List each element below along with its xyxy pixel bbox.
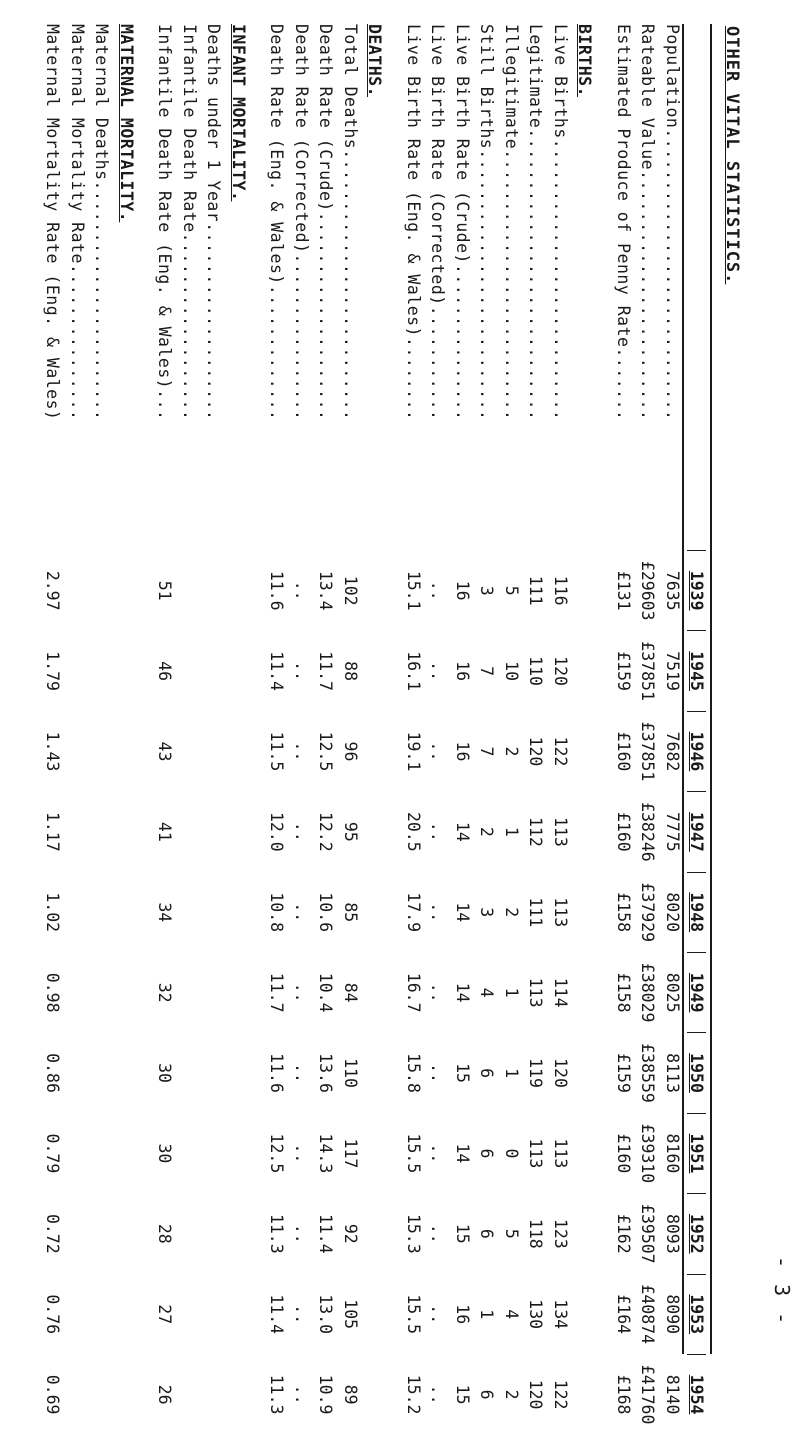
table-cell: .. [292,1384,311,1405]
table-cell: 111 [526,575,546,606]
table-cell: 17.9 [404,892,423,933]
table-cell: 102 [341,575,360,606]
table-cell: 15 [453,1223,472,1244]
table-cell: 123 [551,1218,570,1249]
table-row [497,24,522,1400]
section-spacer [248,24,262,1354]
table-cell: 1 [477,1309,497,1320]
table-row [262,24,287,1415]
row-label: Death Rate (Eng. & Wales)............. [267,24,287,421]
table-cell: 89 [341,1384,360,1405]
table-cell: 117 [341,1138,360,1169]
section-heading: INFANT MORTALITY. [229,24,248,202]
table-cell: 2.97 [43,570,63,611]
table-row [521,24,546,1410]
row-label: Infantile Death Rate.................. [180,24,199,421]
table-cell: .. [428,982,448,1003]
row-label: Total Deaths.......................... [341,24,360,421]
table-cell: 95 [341,821,360,842]
table-cell: 0 [502,1148,521,1159]
table-cell: 13.0 [316,1294,336,1335]
table-cell: 34 [155,902,175,923]
table-cell: 84 [341,982,360,1003]
table-cell: .. [428,661,448,682]
table-cell: £168 [614,1374,633,1415]
section-heading: MATERNAL MORTALITY. [117,24,136,223]
table-cell: 6 [477,1389,497,1400]
table-cell: £29603 [638,560,658,621]
row-label: Deaths under 1 Year................... [204,24,224,421]
table-cell: 8025 [663,972,682,1013]
table-cell: 12.5 [267,1133,287,1174]
table-cell: 11.3 [267,1374,287,1415]
row-label: Death Rate (Crude).................... [316,24,336,421]
row-label: Maternal Deaths....................... [92,24,112,421]
table-cell: £38246 [638,802,658,862]
table-cell: 11.7 [267,972,287,1013]
section-spacer [136,24,150,1354]
table-cell: 6 [477,1148,497,1159]
table-cell: 116 [551,575,570,606]
table-cell: .. [428,580,448,601]
table-cell: .. [292,1143,311,1164]
table-cell: 15 [453,1384,472,1405]
section-heading-row [570,24,595,1354]
table-cell: 7775 [663,811,682,852]
year-header-0: 1939 [688,550,707,630]
table-cell: 120 [551,656,570,686]
table-cell: 5 [502,1228,521,1239]
table-cell: 8160 [663,1133,682,1174]
table-cell: 3 [477,907,497,918]
section-spacer [385,24,399,1354]
table-cell: 113 [551,1138,570,1169]
table-cell: 51 [155,580,175,601]
table-cell: 32 [155,982,175,1003]
section-heading: DEATHS. [365,24,385,98]
table-cell: 13.4 [316,570,336,611]
table-cell: 46 [155,661,175,682]
year-header-7: 1951 [688,1113,707,1193]
table-row [311,24,336,1415]
table-row [287,24,312,1405]
table-cell: 20.5 [404,811,423,852]
table-cell: 11.4 [267,1294,287,1335]
table-cell: 7519 [663,651,682,691]
table-cell: 0.72 [43,1213,63,1254]
table-cell: 7682 [663,731,682,772]
table-cell: 7 [477,746,497,757]
table-cell: 119 [526,1058,546,1088]
table-cell: 113 [551,816,570,847]
table-cell: 1.17 [43,811,63,852]
table-cell: 113 [526,977,546,1008]
table-cell: 16 [453,1304,472,1325]
table-cell: 0.69 [43,1374,63,1415]
table-row [633,24,658,1425]
table-cell: £40874 [638,1284,658,1345]
table-cell: 15.5 [404,1294,423,1335]
table-cell: 2 [502,746,521,757]
table-cell: 10.6 [316,892,336,933]
year-header-10: 1954 [688,1354,707,1434]
table-cell: £158 [614,892,633,933]
table-cell: 10.8 [267,892,287,933]
page-number: - 3 - [770,1256,794,1327]
table-cell: 11.6 [267,570,287,611]
table-row [87,24,112,1354]
table-cell: 10 [502,661,521,682]
table-cell: 0.86 [43,1053,63,1093]
table-cell: 13.6 [316,1053,336,1093]
table-cell: 12.2 [316,811,336,852]
table-cell: 12.0 [267,811,287,852]
table-cell: 8113 [663,1053,682,1093]
table-row [175,24,200,1354]
table-cell: 113 [526,1138,546,1169]
table-cell: 19.1 [404,731,423,772]
table-cell: 120 [551,1058,570,1088]
table-cell: .. [428,1143,448,1164]
table-cell: .. [292,741,311,762]
table-cell: 16 [453,661,472,682]
row-label: Live Births........................... [551,24,570,421]
table-cell: 15.2 [404,1374,423,1415]
table-cell: 7635 [663,570,682,611]
table-cell: .. [292,1063,311,1083]
year-header-4: 1948 [688,872,707,952]
table-cell: .. [428,1223,448,1244]
year-header-5: 1949 [688,952,707,1032]
table-cell: 1.02 [43,892,63,933]
table-cell: £158 [614,972,633,1013]
table-cell: 0.98 [43,972,63,1013]
table-cell: £164 [614,1294,633,1335]
table-row [472,24,497,1400]
table-cell: £41760 [638,1364,658,1425]
table-cell: 14 [453,821,472,842]
table-cell: 11.6 [267,1053,287,1093]
table-cell: 88 [341,661,360,682]
table-cell: £160 [614,1133,633,1174]
row-label: Population............................ [663,24,682,421]
table-cell: 8140 [663,1374,682,1415]
table-row [609,24,634,1415]
table-cell: 43 [155,741,175,762]
table-cell: 4 [502,1309,521,1320]
year-header-1: 1945 [688,630,707,710]
table-cell: 16 [453,580,472,601]
table-cell: 16.7 [404,972,423,1013]
table-cell: 0.76 [43,1294,63,1335]
table-row [423,24,448,1405]
table-row [399,24,424,1415]
table-cell: 114 [551,977,570,1008]
table-cell: .. [292,1304,311,1325]
table-cell: 2 [502,907,521,918]
table-cell: .. [292,982,311,1003]
table-cell: 105 [341,1299,360,1330]
table-cell: .. [292,1223,311,1244]
table-cell: .. [428,1304,448,1325]
table-cell: £162 [614,1213,633,1254]
table-cell: 111 [526,897,546,928]
table-cell: 11.4 [267,651,287,691]
table-cell: 6 [477,1228,497,1239]
table-cell: 12.5 [316,731,336,772]
table-cell: 15.8 [404,1053,423,1093]
table-cell: £38559 [638,1043,658,1103]
section-heading-row [360,24,385,1354]
table-row [336,24,361,1405]
vital-statistics-table [38,24,712,1425]
table-row [658,24,683,1415]
table-cell: 120 [526,1379,546,1410]
year-header-6: 1950 [688,1032,707,1112]
table-cell: £39507 [638,1204,658,1264]
table-cell: .. [428,821,448,842]
table-cell: 3 [477,585,497,596]
table-cell: .. [428,741,448,762]
table-cell: £159 [614,651,633,691]
row-label: Live Birth Rate (Crude)............... [453,24,472,421]
row-label: Live Birth Rate (Eng. & Wales)........ [404,24,423,421]
table-cell: £160 [614,811,633,852]
table-cell: 8090 [663,1294,682,1335]
table-cell: 118 [526,1218,546,1249]
table-cell: 30 [155,1143,175,1164]
table-body [38,24,682,1425]
table-cell: 11.4 [316,1213,336,1254]
table-cell: 11.7 [316,651,336,691]
table-cell: 15.3 [404,1213,423,1254]
table-cell: 16 [453,741,472,762]
table-cell: £160 [614,731,633,772]
table-cell: 130 [526,1299,546,1330]
table-cell: 122 [551,1379,570,1410]
table-cell: 0.79 [43,1133,63,1174]
table-cell: .. [428,902,448,923]
row-label: Live Birth Rate (Corrected)........... [428,24,448,421]
section-heading-row [224,24,249,1354]
table-cell: 7 [477,666,497,677]
row-label: Death Rate (Corrected)................ [292,24,311,421]
table-cell: 110 [341,1058,360,1088]
table-cell: 14 [453,1143,472,1164]
table-cell: 30 [155,1063,175,1083]
table-cell: 120 [526,736,546,767]
table-cell: £38029 [638,962,658,1023]
row-label: Estimated Produce of Penny Rate....... [614,24,633,421]
table-cell: £37851 [638,721,658,782]
year-header-3: 1947 [688,791,707,871]
table-cell: 16.1 [404,651,423,691]
row-label: Illegitimate.......................... [502,24,521,421]
table-cell: 1.79 [43,651,63,691]
table-cell: 112 [526,816,546,847]
row-label: Infantile Death Rate (Eng. & Wales)... [155,24,175,421]
section-spacer [595,24,609,1354]
table-row [63,24,88,1354]
table-cell: 1 [502,826,521,837]
table-cell: .. [292,661,311,682]
table-cell: .. [292,580,311,601]
table-cell: .. [292,902,311,923]
table-cell: 10.4 [316,972,336,1013]
row-label: Maternal Mortality Rate (Eng. & Wales) [43,24,63,421]
row-label: Maternal Mortality Rate............... [68,24,87,421]
table-cell: £37851 [638,641,658,701]
table-cell: 15.1 [404,570,423,611]
table-row [546,24,571,1410]
table-cell: 26 [155,1384,175,1405]
table-cell: 4 [477,987,497,998]
table-cell: 8093 [663,1213,682,1254]
section-heading-row [112,24,137,1354]
section-heading: BIRTHS. [575,24,595,98]
table-cell: 110 [526,656,546,686]
year-header-2: 1946 [688,711,707,791]
table-cell: 11.3 [267,1213,287,1254]
table-cell: £159 [614,1053,633,1093]
table-cell: 5 [502,585,521,596]
table-cell: .. [428,1384,448,1405]
table-cell: 15.5 [404,1133,423,1174]
table-cell: 11.5 [267,731,287,772]
table-cell: 113 [551,897,570,928]
row-label: Legitimate............................ [526,24,546,421]
table-row [448,24,473,1405]
table-cell: 2 [477,826,497,837]
table-cell: 92 [341,1223,360,1244]
row-label: Rateable Value........................ [638,24,658,421]
table-cell: £37929 [638,882,658,943]
table-cell: 14 [453,902,472,923]
table-cell: .. [428,1063,448,1083]
year-header-8: 1952 [688,1193,707,1273]
table-cell: 41 [155,821,175,842]
table-cell: 85 [341,902,360,923]
table-cell: 1 [502,1068,521,1078]
table-cell: 14.3 [316,1133,336,1174]
table-cell: 2 [502,1389,521,1400]
table-cell: 134 [551,1299,570,1330]
table-cell: 10.9 [316,1374,336,1415]
year-header-9: 1953 [688,1274,707,1354]
table-cell: 6 [477,1068,497,1078]
row-label: Still Births.......................... [477,24,497,421]
table-row [38,24,63,1415]
table-cell: 15 [453,1063,472,1083]
table-cell: 8020 [663,892,682,933]
table-cell: 96 [341,741,360,762]
table-cell: 14 [453,982,472,1003]
table-row [150,24,175,1405]
table-title: OTHER VITAL STATISTICS. [722,26,742,285]
table-row [199,24,224,1354]
table-cell: 122 [551,736,570,767]
table-cell: 28 [155,1223,175,1244]
table-cell: 1 [502,987,521,998]
table-cell: 1.43 [43,731,63,772]
table-cell: .. [292,821,311,842]
table-cell: 27 [155,1304,175,1325]
year-header-row [682,24,712,1415]
table-cell: £39310 [638,1123,658,1184]
table-cell: £131 [614,570,633,611]
